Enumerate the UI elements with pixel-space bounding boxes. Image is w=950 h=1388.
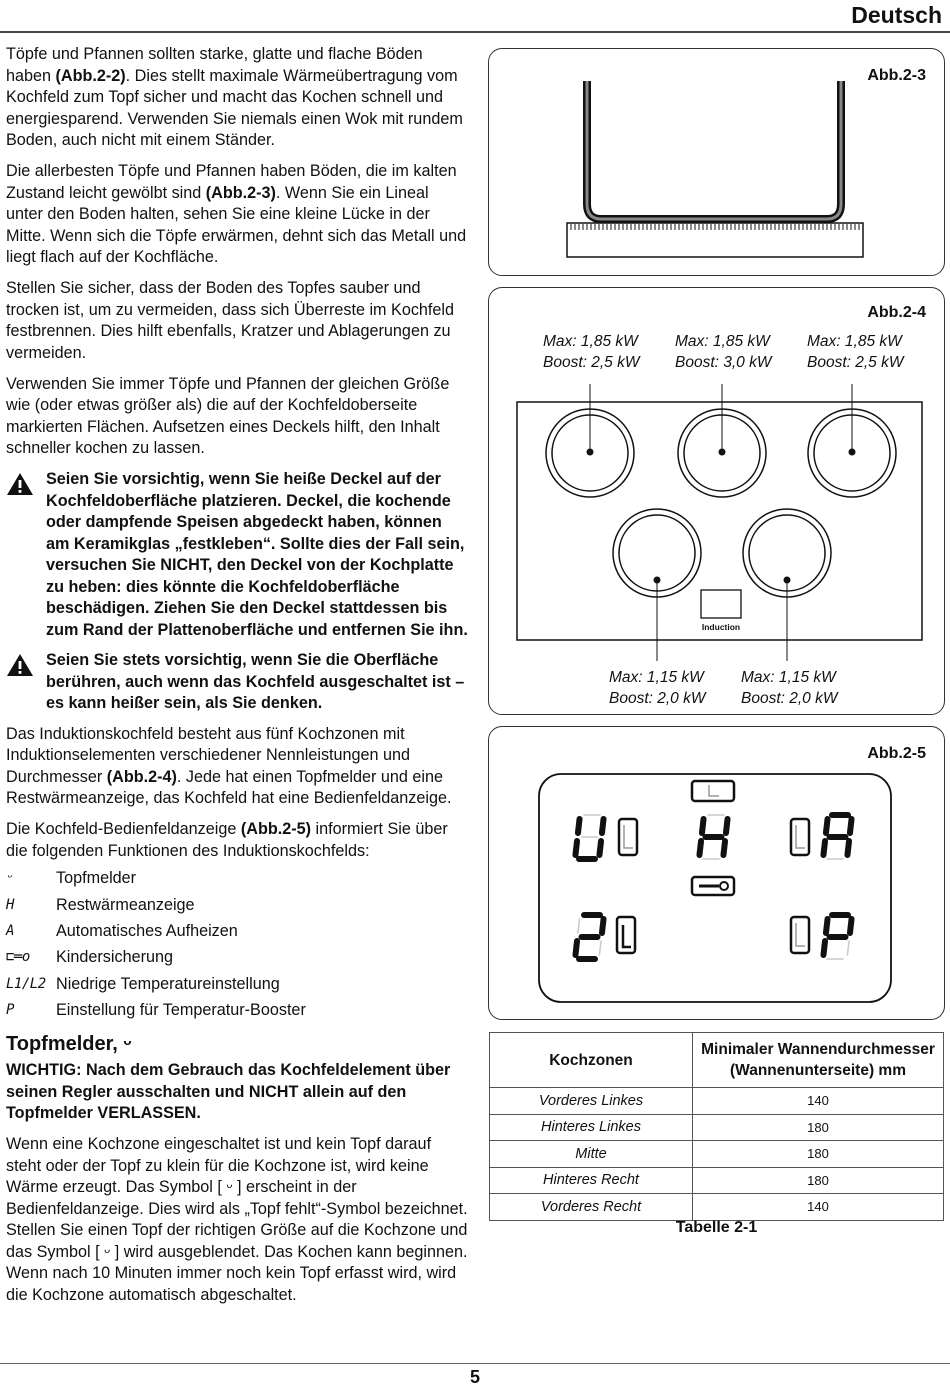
- page-number: 5: [469, 1367, 480, 1387]
- list-item: L1/L2 Niedrige Temperatureinstellung: [6, 971, 468, 997]
- warning-hot-surface-text: Seien Sie stets vorsichtig, wenn Sie die Oberfläche berühren, auch wenn das Kochfeld ausgeschaltet ist – es kann heißer sein, als Sie denken.: [46, 651, 465, 712]
- booster-icon: P: [6, 1001, 14, 1018]
- list-item: A Automatisches Aufheizen: [6, 919, 468, 945]
- list-item: ᵕ Topfmelder: [6, 866, 468, 892]
- table-row: Mitte 180: [490, 1141, 944, 1168]
- warning-triangle-icon: [6, 469, 46, 641]
- paragraph-3: Stellen Sie sicher, dass der Boden des Topfes sauber und trocken ist, um zu vermeiden, dass sich Überreste im Kochfeld festbrennen. Dies hilft ebenfalls, Kratzer und Ablagerungen zu vermeiden.: [6, 279, 455, 362]
- zone-label-bottom-left: Max: 1,15 kW Boost: 2,0 kW: [609, 669, 706, 707]
- page-language: Deutsch: [851, 2, 942, 28]
- section-title: Topfmelder, ᵕ: [6, 1032, 132, 1055]
- induction-label: Induction: [701, 622, 741, 632]
- header-divider: [0, 31, 950, 33]
- table-header: Minimaler Wannendurchmesser (Wannenunterseite) mm: [693, 1033, 944, 1088]
- footer-divider: [0, 1363, 950, 1364]
- paragraph-5: Das Induktionskochfeld besteht aus fünf Kochzonen mit Induktionselementen verschiedener Nennleistungen und Durchmesser (Abb.2-4). Jede hat einen Topfmelder und eine Restwärmeanzeige, das Kochfeld hat eine Bedienfeldanzeige.: [6, 724, 452, 807]
- warning-hot-surface: [6, 650, 468, 715]
- symbol-list: [6, 866, 468, 1024]
- hob-layout-drawing: [489, 288, 944, 714]
- pan-detector-icon: ᵕ: [123, 1032, 132, 1055]
- auto-heat-icon: A: [6, 922, 14, 939]
- table-caption: Tabelle 2-1: [675, 1219, 758, 1236]
- table-row: Hinteres Recht 180: [490, 1167, 944, 1194]
- figure-abb-2-5: [488, 726, 945, 1020]
- table-row: Hinteres Linkes 180: [490, 1114, 944, 1141]
- warning-triangle-icon: [6, 650, 46, 715]
- table-header-row: [490, 1033, 944, 1088]
- table-header: Kochzonen: [490, 1033, 693, 1088]
- zone-label-top-left: Max: 1,85 kW Boost: 2,5 kW: [543, 333, 640, 371]
- control-panel-display-drawing: [489, 727, 944, 1019]
- pan-detector-icon: ᵕ: [226, 1178, 233, 1197]
- min-pan-diameter-table: [489, 1032, 944, 1221]
- figure-label: Abb.2-5: [867, 745, 926, 762]
- residual-heat-icon: H: [6, 896, 14, 913]
- child-lock-icon: ⊏═o: [6, 949, 30, 966]
- paragraph-1: Töpfe und Pfannen sollten starke, glatte und flache Böden haben (Abb.2-2). Dies stellt maximale Wärmeübertragung vom Kochfeld zum Topf sicher und macht das Kochen schnell und energiesparend. Verwenden Sie niemals einen Wok mit rundem Boden, auch nicht mit einem Ständer.: [6, 45, 463, 149]
- figure-label: Abb.2-3: [867, 67, 926, 84]
- table-row: Vorderes Recht 140: [490, 1194, 944, 1221]
- zone-label-top-middle: Max: 1,85 kW Boost: 3,0 kW: [675, 333, 772, 371]
- pan-detector-icon: ᵕ: [104, 1242, 111, 1261]
- zone-label-top-right: Max: 1,85 kW Boost: 2,5 kW: [807, 333, 904, 371]
- pan-detector-icon: ᵕ: [6, 870, 14, 887]
- paragraph-6: Die Kochfeld-Bedienfeldanzeige (Abb.2-5) informiert Sie über die folgenden Funktionen des Induktionskochfelds:: [6, 820, 448, 860]
- zone-label-bottom-right: Max: 1,15 kW Boost: 2,0 kW: [741, 669, 838, 707]
- warning-lids-text: Seien Sie vorsichtig, wenn Sie heiße Deckel auf der Kochfeldoberfläche platzieren. Deckel, die kochende oder dampfende Speisen abgedeckt haben, können am Keramikglas „festkleben“. Sollte dies der Fall sein, versuchen Sie NICHT, den Deckel von der Kochplatte zu heben: dies könnte die Kochfeldoberfläche beschädigen. Ziehen Sie den Deckel stattdessen bis zum Rand der Plattenoberfläche und entfernen Sie ihn.: [46, 470, 468, 639]
- left-column: [6, 44, 468, 1316]
- list-item: ⊏═o Kindersicherung: [6, 945, 468, 971]
- figure-label: Abb.2-4: [867, 304, 926, 321]
- paragraph-4: Verwenden Sie immer Töpfe und Pfannen der gleichen Größe wie (oder etwas größer als) die auf der Kochfeldoberseite markierten Flächen. Aufsetzen eines Deckels hilft, den Inhalt schneller kochen zu lassen.: [6, 374, 450, 457]
- list-item: P Einstellung für Temperatur-Booster: [6, 997, 468, 1023]
- pan-on-ruler-drawing: [489, 49, 944, 275]
- warning-lids: [6, 469, 468, 641]
- figure-abb-2-4: [488, 287, 945, 715]
- list-item: H Restwärmeanzeige: [6, 892, 468, 918]
- figure-abb-2-3: [488, 48, 945, 276]
- table-row: Vorderes Linkes 140: [490, 1088, 944, 1115]
- low-temp-icon: L1/L2: [6, 975, 46, 992]
- paragraph-7: Wenn eine Kochzone eingeschaltet ist und kein Topf darauf steht oder der Topf zu klein für die Kochzone ist, wird keine Wärme erzeugt. Das Symbol [ ᵕ ] erscheint in der Bedienfeldanzeige. Dies wird als „Topf fehlt“-Symbol bezeichnet. Stellen Sie einen Topf der richtigen Größe auf die Kochzone und das Symbol [ ᵕ ] wird ausgeblendet. Das Kochen kann beginnen. Wenn nach 10 Minuten immer noch kein Topf erfasst wird, wird die Kochzone automatisch abgeschaltet.: [6, 1135, 468, 1304]
- important-note: WICHTIG: Nach dem Gebrauch das Kochfeldelement über seinen Regler ausschalten und NICHT allein auf den Topfmelder VERLASSEN.: [6, 1061, 451, 1123]
- paragraph-2: Die allerbesten Töpfe und Pfannen haben Böden, die im kalten Zustand leicht gewölbt sind (Abb.2-3). Wenn Sie ein Lineal unter den Boden halten, sehen Sie eine kleine Lücke in der Mitte. Wenn sich die Töpfe erwärmen, dehnt sich das Metall und liegt flach auf der Kochfläche.: [6, 162, 467, 266]
